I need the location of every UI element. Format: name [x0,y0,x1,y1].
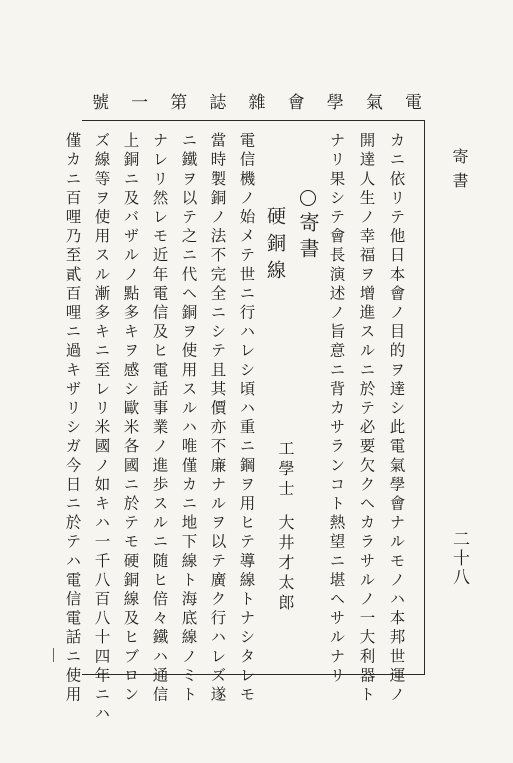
section-heading-text: 寄書 [296,212,320,264]
header-char: 誌 [209,93,227,113]
frame-rule-right [424,120,425,675]
text-column: ズ線等ヲ使用スル漸多キニ至レリ米國ノ如キハ一千八百八十四年ニハ [92,132,111,725]
author-byline [274,440,297,614]
header-char: 會 [287,93,305,113]
page-number: 二十八 [449,530,469,587]
header-char: 氣 [365,93,383,113]
article-title: 硬銅線 [264,206,286,287]
text-column: 上銅ニ及バザルノ點多キヲ感シ歐米各國ニ於テモ硬銅線及ヒブロン [121,132,140,705]
header-char: 號 [92,93,109,113]
header-rule [82,120,425,121]
text-column: 僅カニ百哩乃至貳百哩ニ過キザリシガ今日ニ於テハ電信電話ニ使用 [63,132,82,705]
header-char: 雜 [248,93,266,113]
header-char: 電 [405,93,422,113]
text-column: カニ依リテ他日本會ノ目的ヲ達シ此電氣學會ナルモノハ本邦世運ノ [387,132,406,705]
author-affiliation: 工學士 [276,440,295,500]
text-column: ナレリ然レモ近年電信及ヒ電話事業ノ進歩スルニ随ヒ倍々鐵ハ通信 [150,132,169,705]
text-column: 開達人生ノ幸福ヲ增進スルニ於テ必要欠クヘカラサルノ一大利器ト [357,132,376,705]
margin-section-title: 寄書 [450,148,469,196]
header-char: 第 [170,93,188,113]
circle-marker-icon [300,190,316,206]
text-column: ニ鐵ヲ以テ之ニ代ヘ銅ヲ使用スルハ唯僅カニ地下線ト海底線ノミト [179,132,198,705]
running-header [92,88,422,112]
author-name: 大井才太郎 [276,514,295,614]
margin-tick [53,648,54,662]
section-heading [294,190,323,264]
header-char: 一 [131,93,149,113]
text-column: ナリ果シテ會長演述ノ旨意ニ背カサランコト熱望ニ堪ヘサルナリ [327,132,346,686]
text-column: 電信機ノ始メテ世ニ行ハレシ頃ハ重ニ鋼ヲ用ヒテ導線トナシタレモ [237,132,256,705]
text-column: 當時製銅ノ法不完全ニシテ且其價亦不廉ナルヲ以テ廣ク行ハレズ遂 [208,132,227,705]
header-char: 學 [326,93,344,113]
